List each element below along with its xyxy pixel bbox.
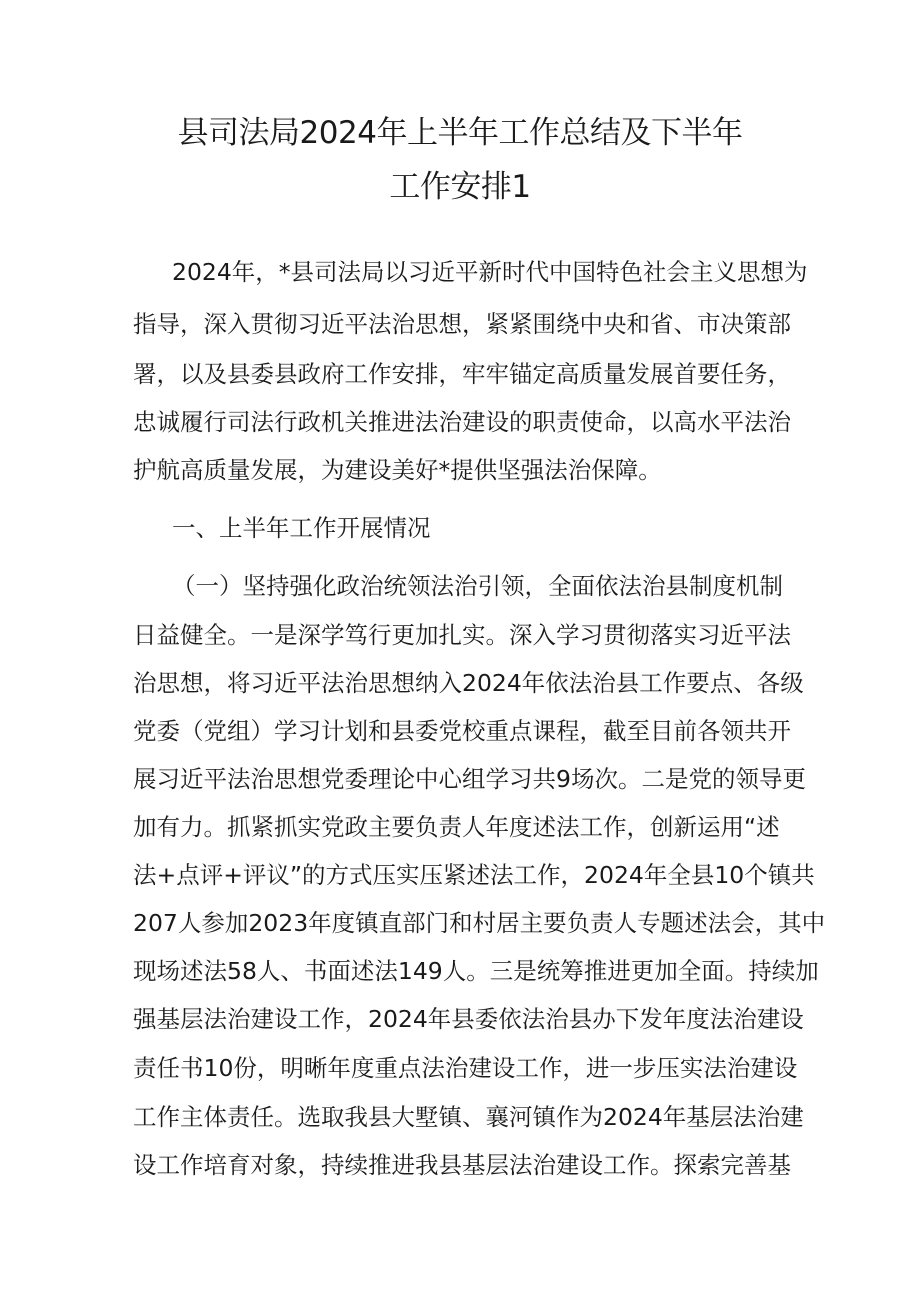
document-title-line-2: 工作安排1: [389, 169, 531, 205]
document-title-line-1: 县司法局2024年上半年工作总结及下半年: [177, 115, 743, 151]
section-line-6: 加有力。抓紧抓实党政主要负责人年度述法工作，创新运用“述: [133, 813, 780, 841]
intro-line-5: 护航高质量发展，为建设美好*提供坚强法治保障。: [133, 456, 662, 484]
section-heading: 一、上半年工作开展情况: [172, 514, 431, 542]
section-line-1: （一）坚持强化政治统领法治引领，全面依法治县制度机制: [172, 572, 783, 600]
section-line-3: 治思想，将习近平法治思想纳入2024年依法治县工作要点、各级: [133, 669, 804, 697]
section-line-9: 现场述法58人、书面述法149人。三是统筹推进更加全面。持续加: [133, 957, 819, 985]
intro-line-4: 忠诚履行司法行政机关推进法治建设的职责使命，以高水平法治: [133, 408, 791, 436]
section-line-13: 设工作培育对象，持续推进我县基层法治建设工作。探索完善基: [133, 1151, 791, 1179]
section-line-8: 207人参加2023年度镇直部门和村居主要负责人专题述法会，其中: [133, 909, 826, 937]
section-line-7: 法+点评+评议”的方式压实压紧述法工作，2024年全县10个镇共: [133, 861, 815, 889]
intro-line-3: 署，以及县委县政府工作安排，牢牢锚定高质量发展首要任务，: [133, 360, 791, 388]
section-line-10: 强基层法治建设工作，2024年县委依法治县办下发年度法治建设: [133, 1005, 804, 1033]
intro-line-2: 指导，深入贯彻习近平法治思想，紧紧围绕中央和省、市决策部: [133, 310, 791, 338]
section-line-2: 日益健全。一是深学笃行更加扎实。深入学习贯彻落实习近平法: [133, 621, 791, 649]
section-line-4: 党委（党组）学习计划和县委党校重点课程，截至目前各领共开: [133, 717, 791, 745]
intro-line-1: 2024年，*县司法局以习近平新时代中国特色社会主义思想为: [172, 258, 808, 286]
section-line-12: 工作主体责任。选取我县大墅镇、襄河镇作为2024年基层法治建: [133, 1103, 804, 1131]
section-line-5: 展习近平法治思想党委理论中心组学习共9场次。二是党的领导更: [133, 765, 806, 793]
section-line-11: 责任书10份，明晰年度重点法治建设工作，进一步压实法治建设: [133, 1054, 798, 1082]
